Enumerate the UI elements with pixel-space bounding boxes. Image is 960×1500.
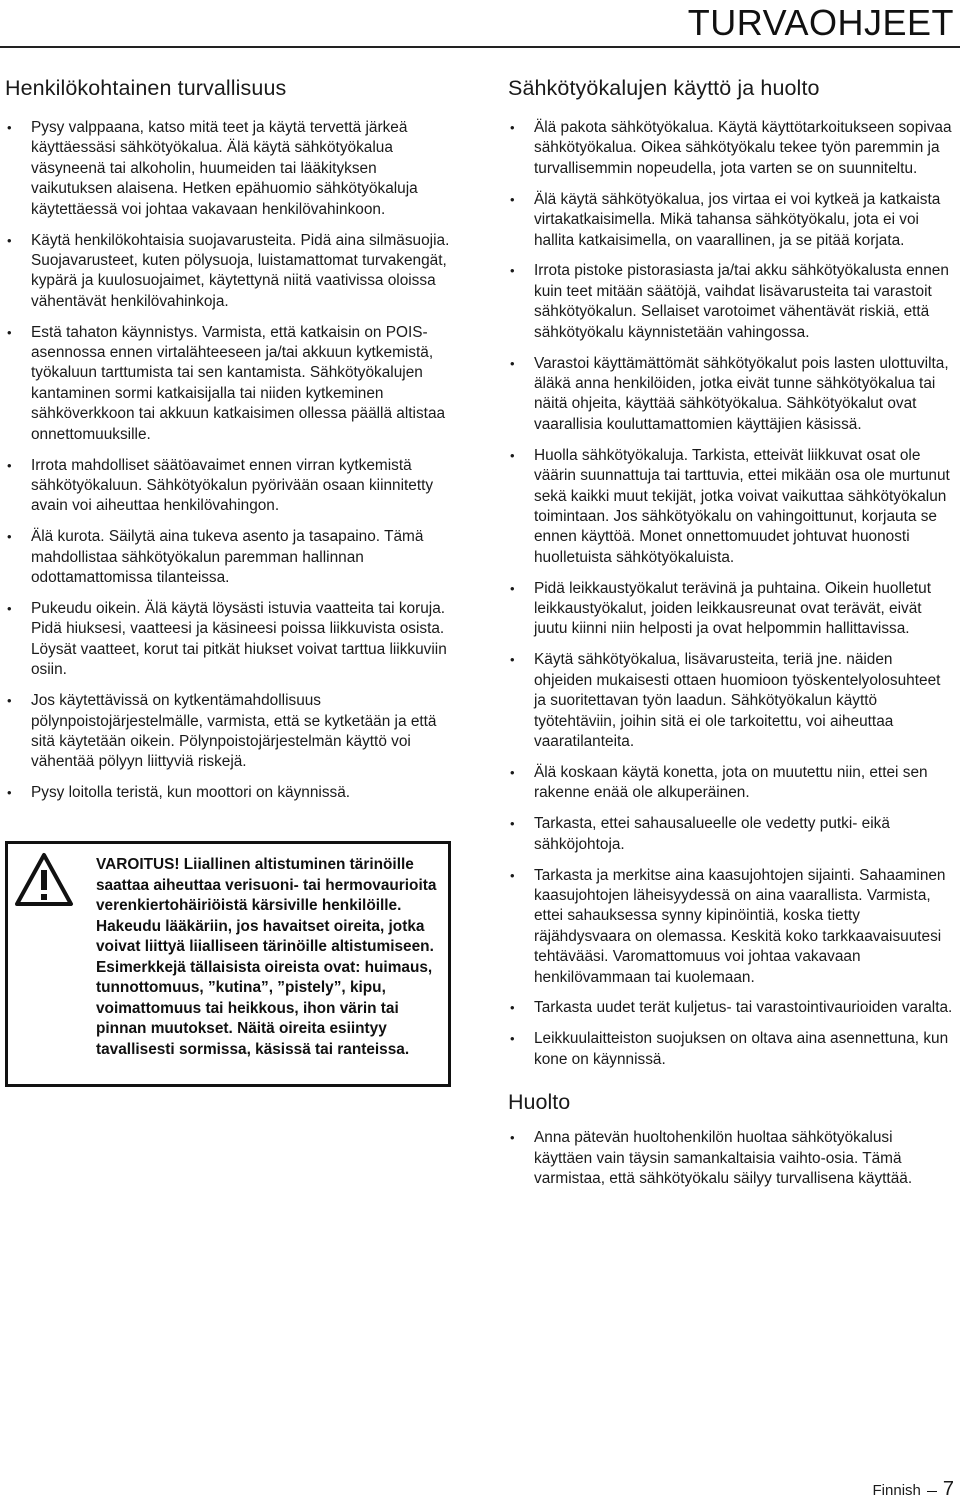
section-heading-tool-use: Sähkötyökalujen käyttö ja huolto: [508, 76, 820, 100]
personal-safety-list: [5, 118, 455, 804]
warning-box: [5, 841, 451, 1087]
list-item: • Älä koskaan käytä konetta, jota on muutettu niin, ettei sen rakenne enää ole alkuperäinen.: [508, 763, 954, 804]
section-heading-personal-safety: Henkilökohtainen turvallisuus: [5, 76, 287, 100]
list-item: • Estä tahaton käynnistys. Varmista, että katkaisin on POIS-asennossa ennen virtalähteeseen ja/tai akkuun kytkemistä, työkaluun tarttumista tai sen kantamista. Sähkötyökalujen kantaminen sormi katkaisijalla tai niiden kytkeminen sähköverkkoon tai akkuun katkaisimen ollessa päällä altistaa onnettomuuksille.: [5, 323, 455, 445]
list-item: • Älä kurota. Säilytä aina tukeva asento ja tasapaino. Tämä mahdollistaa sähkötyökalun paremman hallinnan odottamattomissa tilanteissa.: [5, 527, 455, 588]
list-item: • Anna pätevän huoltohenkilön huoltaa sähkötyökalusi käyttäen vain täysin samankaltaisia vaihto-osia. Tämä varmistaa, että sähkötyökalu säilyy turvallisena käyttää.: [508, 1128, 954, 1189]
page-footer: [873, 1480, 954, 1500]
list-item: • Jos käytettävissä on kytkentämahdollisuus pölynpoistojärjestelmälle, varmista, että se kytketään ja että sitä käytetään oikein. Pölynpoistojärjestelmän käyttö voi vähentää pölyyn liittyviä riskejä.: [5, 691, 455, 773]
list-item: • Tarkasta ja merkitse aina kaasujohtojen sijainti. Sahaaminen kaasujohtojen läheisyydessä on aina vaarallista. Varmista, ettei sahauksessa synny kipinöintiä, koska tietty räjähdysvaara on olemassa. Keskitä koko tarkkaavaisuutesi tehtävääsi. Varomattomuus voi johtaa vakavaan henkilövammaan tai kuolemaan.: [508, 866, 954, 988]
left-column: [5, 74, 455, 1058]
warning-text: VAROITUS! Liiallinen altistuminen tärinöille saattaa aiheuttaa verisuoni- tai hermovaurioita verenkiertohäiriöistä kärsiville henkilöille. Hakeudu lääkäriin, jos havaitset oireita, jotka voivat liittyä liialliseen tärinöille altistumiseen. Esimerkkejä tällaisista oireista ovat: huimaus, tunnottomuus, ”kutina”, ”pistely”, kipu, voimattomuus tai heikkous, ihon värin tai pinnan muutokset. Näitä oireita esiintyy tavallisesti sormissa, käsissä tai ranteissa.: [96, 856, 437, 1058]
list-item: • Varastoi käyttämättömät sähkötyökalut pois lasten ulottuvilta, äläkä anna henkilöiden, jotka eivät tunne sähkötyökalua tai näitä ohjeita, käyttää sähkötyökalua. Sähkötyökalut ovat vaarallisia kouluttamattomien käyttäjien käsissä.: [508, 354, 954, 436]
right-column: [508, 74, 954, 1200]
footer-language: Finnish: [872, 1482, 921, 1499]
list-item: • Älä pakota sähkötyökalua. Käytä käyttötarkoitukseen sopivaa sähkötyökalua. Oikea sähkötyökalu tekee työn paremmin ja turvallisemmin nopeudella, jota varten se on suunniteltu.: [508, 118, 954, 179]
footer-dash: [927, 1491, 937, 1492]
list-item: • Huolla sähkötyökaluja. Tarkista, etteivät liikkuvat osat ole väärin suunnattuja tai tarttuvia, ettei mikään osa ole murtunut sekä kaikki muut tekijät, jotka voivat vaikuttaa sähkötyökalun toimintaan. Jos sähkötyökalu on vahingoittunut, korjauta se ennen käyttöä. Monet onnettomuudet johtuvat huonosti huolletuista sähkötyökaluista.: [508, 446, 954, 568]
page-header-title: TURVAOHJEET: [687, 2, 954, 43]
section-heading-maintenance: Huolto: [508, 1090, 571, 1115]
list-item: • Leikkuulaitteiston suojuksen on oltava aina asennettuna, kun kone on käynnissä.: [508, 1029, 954, 1070]
list-item: • Pidä leikkaustyökalut terävinä ja puhtaina. Oikein huolletut leikkaustyökalut, joiden leikkausreunat ovat terävät, eivät juutu kiinni niin helposti ja ovat helpommin hallittavissa.: [508, 579, 954, 640]
list-item: • Käytä henkilökohtaisia suojavarusteita. Pidä aina silmäsuojia. Suojavarusteet, kuten pölysuoja, luistamattomat turvakengät, kypärä ja kuulosuojaimet, käytettynä niitä vaativissa oloissa vähentävät henkilövahinkoja.: [5, 231, 455, 313]
list-item: • Pysy valppaana, katso mitä teet ja käytä tervettä järkeä käyttäessäsi sähkötyökalua. Älä käytä sähkötyökalua väsyneenä tai alkoholin, huumeiden tai lääkityksen vaikutuksen alaisena. Hetken epähuomio sähkötyökaluja käytettäessä voi johtaa vakavaan henkilövahinkoon.: [5, 118, 455, 220]
page-number: 7: [942, 1478, 954, 1500]
header-rule: [0, 46, 960, 48]
tool-use-list: [508, 118, 954, 1070]
warning-triangle-icon: [14, 852, 74, 908]
maintenance-list: [508, 1128, 954, 1189]
list-item: • Tarkasta uudet terät kuljetus- tai varastointivaurioiden varalta.: [508, 998, 954, 1018]
list-item: • Käytä sähkötyökalua, lisävarusteita, teriä jne. näiden ohjeiden mukaisesti ottaen huomioon työskentelyolosuhteet ja suoritettavan työn laadun. Sähkötyökalun käyttö työtehtäviin, joihin sitä ei ole tarkoitettu, voi aiheuttaa vaaratilanteita.: [508, 650, 954, 752]
list-item: • Älä käytä sähkötyökalua, jos virtaa ei voi kytkeä ja katkaista virtakatkaisimella. Mikä tahansa sähkötyökalu, jota ei voi hallita katkaisimella, on vaarallinen, ja se pitää korjata.: [508, 190, 954, 251]
list-item: • Irrota pistoke pistorasiasta ja/tai akku sähkötyökalusta ennen kuin teet mitään säätöjä, vaihdat lisävarusteita tai varastoit sähkötyökalun. Sellaiset varotoimet vähentävät riskiä, että sähkötyökalu käynnistetään vahingossa.: [508, 261, 954, 343]
list-item: • Tarkasta, ettei sahausalueelle ole vedetty putki- eikä sähköjohtoja.: [508, 814, 954, 855]
list-item: • Irrota mahdolliset säätöavaimet ennen virran kytkemistä sähkötyökaluun. Sähkötyökalun pyörivään osaan kiinnitetty avain voi aiheuttaa henkilövahingon.: [5, 456, 455, 517]
list-item: • Pysy loitolla teristä, kun moottori on käynnissä.: [5, 783, 455, 803]
list-item: • Pukeudu oikein. Älä käytä löysästi istuvia vaatteita tai koruja. Pidä hiuksesi, vaatteesi ja käsineesi poissa liikkuvista osista. Löysät vaatteet, korut tai pitkät hiukset voivat tarttua liikkuviin osiin.: [5, 599, 455, 681]
